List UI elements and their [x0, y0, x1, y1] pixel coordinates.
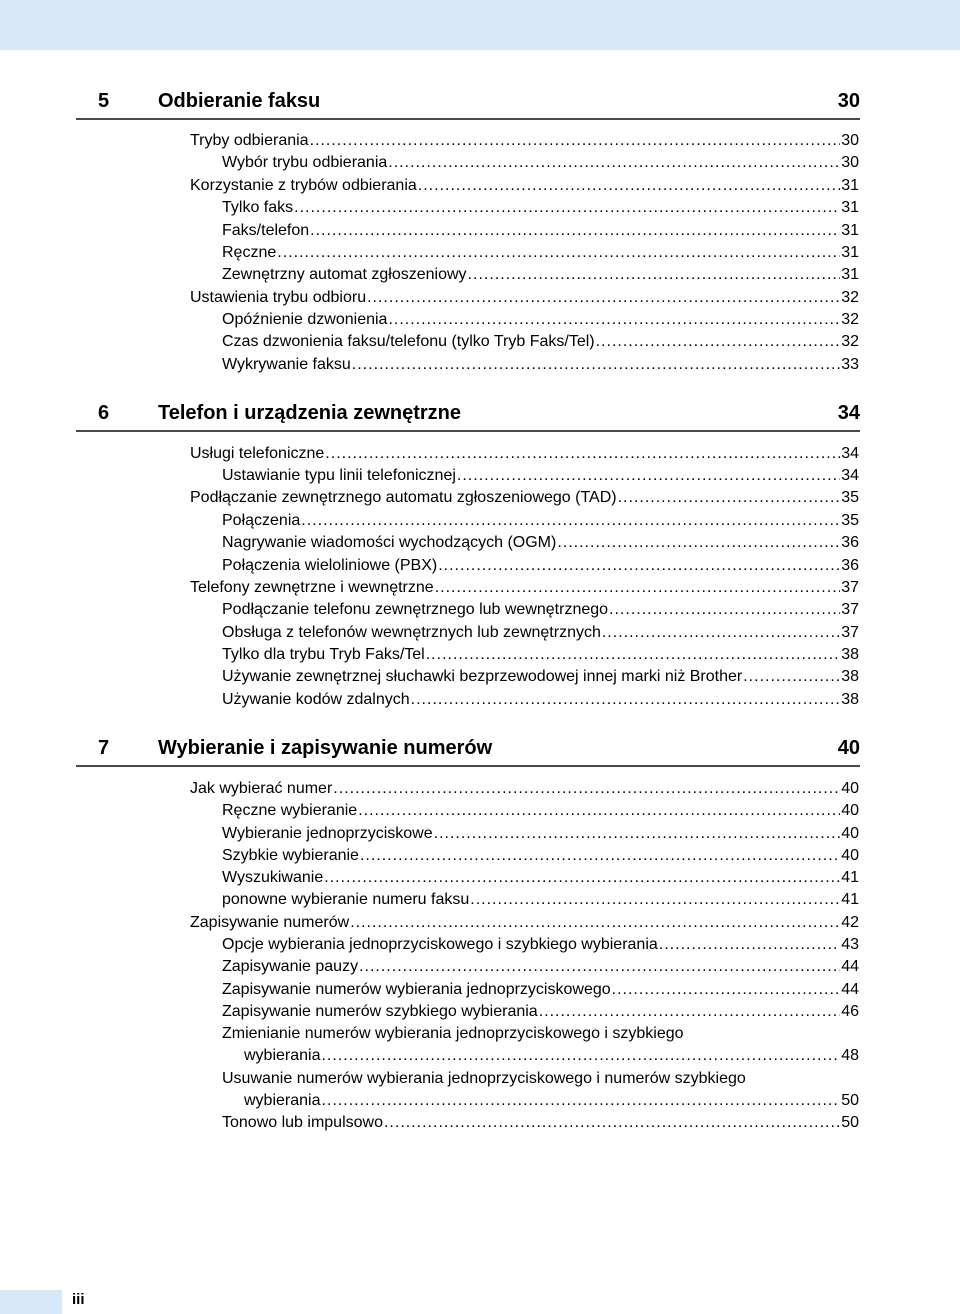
toc-entry[interactable]: Telefony zewnętrzne i wewnętrzne ..... 37 [190, 578, 859, 598]
toc-entry[interactable]: Obsługa z telefonów wewnętrznych lub zewnętrznych ..... 37 [222, 623, 859, 643]
toc-entry[interactable]: Połączenia ..... 35 [222, 511, 859, 531]
toc-entry[interactable]: Wyszukiwanie ..... 41 [222, 868, 859, 888]
toc-entry[interactable]: Korzystanie z trybów odbierania ..... 31 [190, 176, 859, 196]
toc-entry[interactable]: Podłączanie zewnętrznego automatu zgłoszeniowego (TAD) ..... 35 [190, 488, 859, 508]
toc-entry[interactable]: ponowne wybieranie numeru faksu ..... 41 [222, 890, 859, 910]
toc-entry[interactable]: Opcje wybierania jednoprzyciskowego i szybkiego wybierania ..... 43 [222, 935, 859, 955]
toc-entry[interactable]: Ręczne wybieranie ..... 40 [222, 801, 859, 821]
toc-entry[interactable]: Wykrywanie faksu ..... 33 [222, 355, 859, 375]
chapter-number: 5 [98, 90, 110, 112]
chapter-heading-7[interactable] [76, 733, 860, 767]
chapter-heading-5[interactable] [76, 86, 860, 120]
chapter-title: Wybieranie i zapisywanie numerów [158, 737, 493, 759]
toc-entry[interactable]: Zapisywanie pauzy ..... 44 [222, 957, 859, 977]
chapter-page: 30 [837, 90, 860, 112]
toc-entry[interactable]: wybierania ..... 48 [244, 1046, 859, 1066]
chapter-title: Odbieranie faksu [158, 90, 321, 112]
toc-entry[interactable]: Tryby odbierania ..... 30 [190, 131, 859, 151]
chapter-title: Telefon i urządzenia zewnętrzne [158, 402, 462, 424]
toc-entry[interactable]: Szybkie wybieranie ..... 40 [222, 846, 859, 866]
footer-band [0, 1290, 62, 1314]
toc-entry[interactable]: Zapisywanie numerów szybkiego wybierania ..... 46 [222, 1002, 859, 1022]
footer-page-number: iii [72, 1291, 85, 1308]
toc-entry[interactable]: Tonowo lub impulsowo ..... 50 [222, 1113, 859, 1133]
chapter-page: 34 [837, 402, 860, 424]
toc-entry[interactable]: Faks/telefon ..... 31 [222, 221, 859, 241]
toc-entry[interactable]: Jak wybierać numer ..... 40 [190, 779, 859, 799]
header-band [0, 0, 960, 50]
chapter-heading-6[interactable] [76, 398, 860, 432]
toc-entry[interactable]: Nagrywanie wiadomości wychodzących (OGM) ..... 36 [222, 533, 859, 553]
toc-entry[interactable]: Tylko faks ..... 31 [222, 198, 859, 218]
toc-entry[interactable]: Używanie kodów zdalnych ..... 38 [222, 690, 859, 710]
toc-entry[interactable]: Wybieranie jednoprzyciskowe ..... 40 [222, 824, 859, 844]
toc-entry[interactable]: Zewnętrzny automat zgłoszeniowy ..... 31 [222, 265, 859, 285]
toc-entry[interactable]: Zapisywanie numerów wybierania jednoprzyciskowego ..... 44 [222, 980, 859, 1000]
toc-entry[interactable]: wybierania ..... 50 [244, 1091, 859, 1111]
toc-entry[interactable]: Używanie zewnętrznej słuchawki bezprzewodowej innej marki niż Brother ..... 38 [222, 667, 859, 687]
toc-entry-wrapped-line[interactable]: Usuwanie numerów wybierania jednoprzyciskowego i numerów szybkiego [222, 1070, 746, 1087]
toc-entry[interactable]: Zapisywanie numerów ..... 42 [190, 913, 859, 933]
toc-entry[interactable]: Ustawienia trybu odbioru ..... 32 [190, 288, 859, 308]
toc-entry[interactable]: Podłączanie telefonu zewnętrznego lub wewnętrznego ..... 37 [222, 600, 859, 620]
toc-entry-wrapped-line[interactable]: Zmienianie numerów wybierania jednoprzyciskowego i szybkiego [222, 1025, 684, 1042]
toc-entry[interactable]: Czas dzwonienia faksu/telefonu (tylko Tryb Faks/Tel) ..... 32 [222, 332, 859, 352]
toc-entry[interactable]: Wybór trybu odbierania ..... 30 [222, 153, 859, 173]
chapter-page: 40 [837, 737, 860, 759]
toc-entry[interactable]: Tylko dla trybu Tryb Faks/Tel ..... 38 [222, 645, 859, 665]
chapter-number: 6 [98, 402, 110, 424]
toc-entry[interactable]: Ręczne ..... 31 [222, 243, 859, 263]
toc-entry[interactable]: Ustawianie typu linii telefonicznej ..... 34 [222, 466, 859, 486]
toc-entry[interactable]: Opóźnienie dzwonienia ..... 32 [222, 310, 859, 330]
toc-entry[interactable]: Usługi telefoniczne ..... 34 [190, 444, 859, 464]
toc-entry[interactable]: Połączenia wieloliniowe (PBX) ..... 36 [222, 556, 859, 576]
chapter-number: 7 [98, 737, 110, 759]
